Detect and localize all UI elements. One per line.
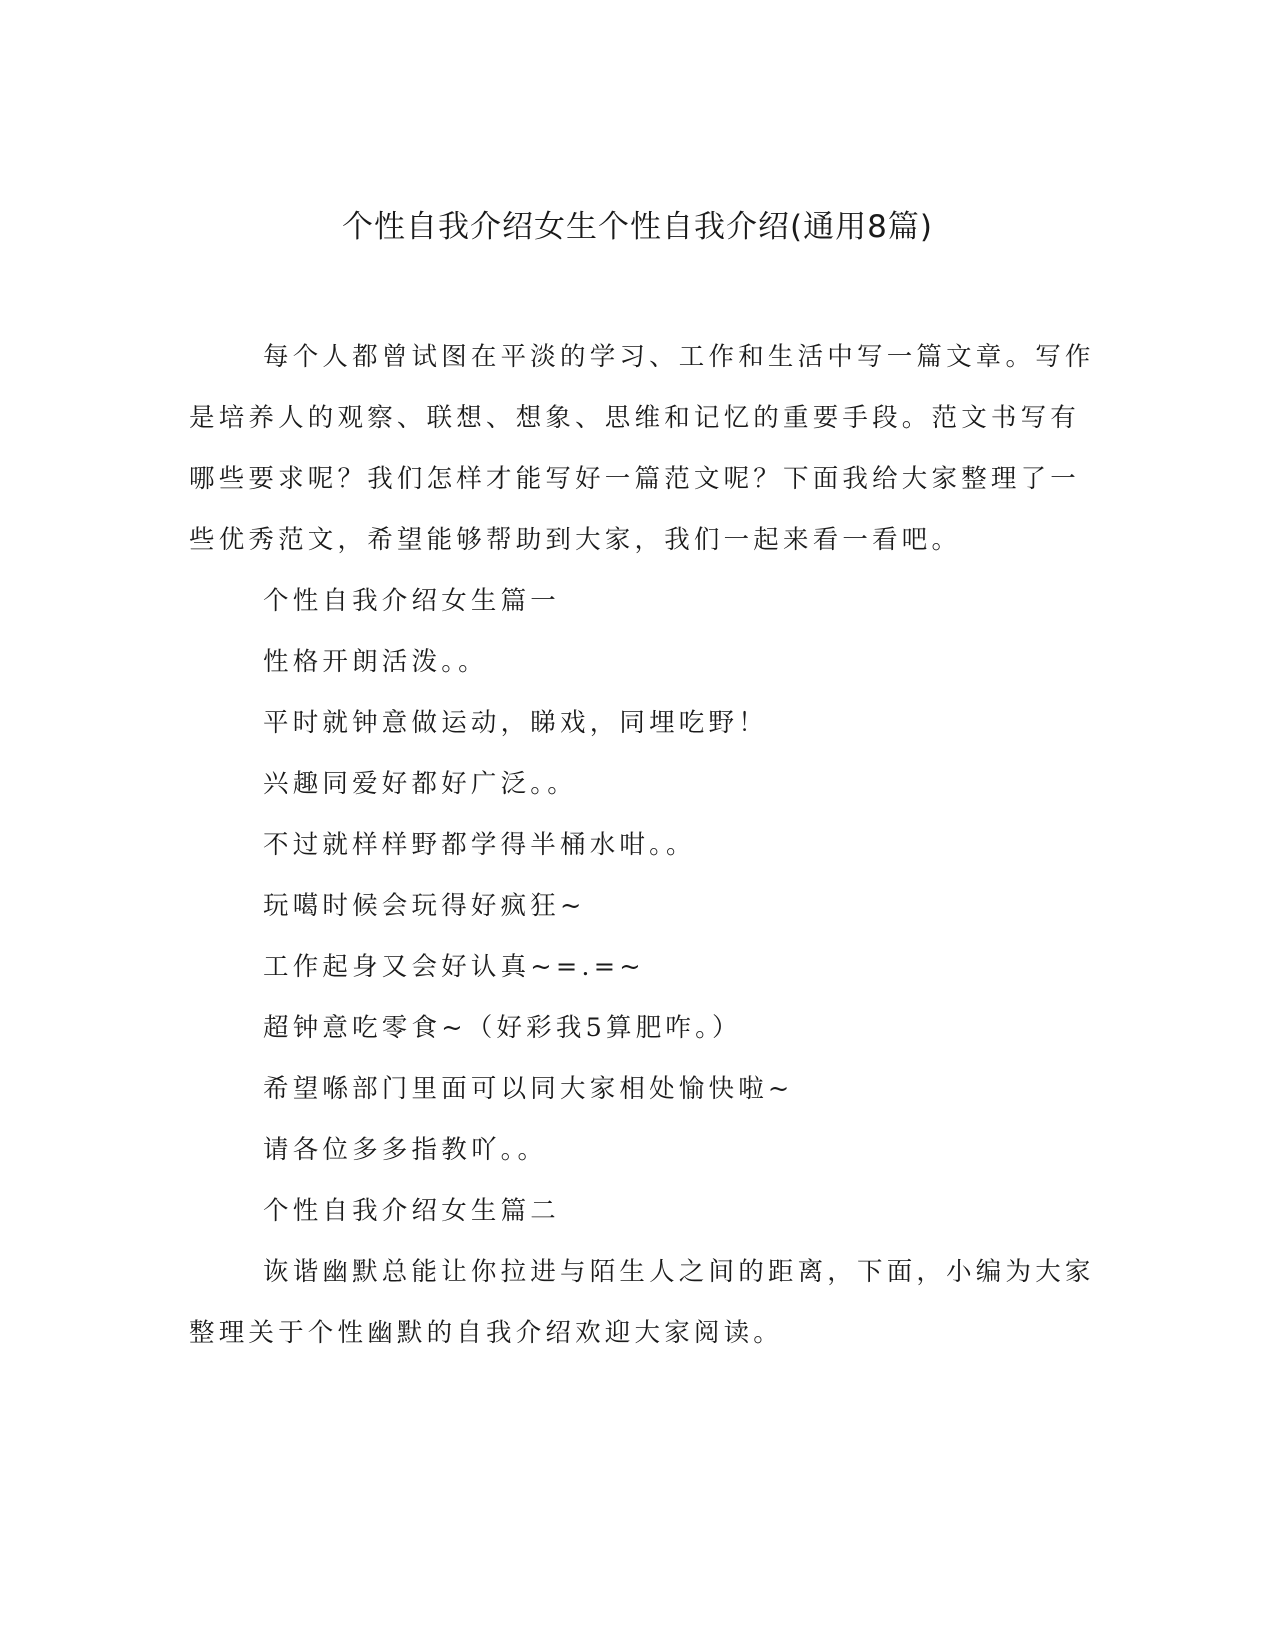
paragraph: 玩噶时候会玩得好疯狂~ [263,891,586,921]
paragraph: 兴趣同爱好都好广泛。。 [263,769,577,799]
document-body [189,327,1095,1364]
intro-line: 些优秀范文，希望能够帮助到大家，我们一起来看一看吧。 [189,525,962,555]
paragraph: 工作起身又会好认真~=.=~ [263,952,645,982]
closing-line: 诙谐幽默总能让你拉进与陌生人之间的距离，下面，小编为大家 [263,1257,1095,1287]
paragraph: 希望喺部门里面可以同大家相处愉快啦~ [263,1074,794,1104]
paragraph: 超钟意吃零食~（好彩我5算肥咋。） [263,1013,742,1043]
paragraph: 不过就样样野都学得半桶水咁。。 [263,830,696,860]
document-title: 个性自我介绍女生个性自我介绍(通用8篇) [342,209,933,245]
paragraph: 请各位多多指教吖。。 [263,1135,548,1165]
intro-line: 是培养人的观察、联想、想象、思维和记忆的重要手段。范文书写有 [189,403,1081,433]
paragraph: 性格开朗活泼。。 [263,647,488,677]
intro-line: 哪些要求呢？我们怎样才能写好一篇范文呢？下面我给大家整理了一 [189,464,1081,494]
closing-line: 整理关于个性幽默的自我介绍欢迎大家阅读。 [189,1318,784,1348]
section-heading-2: 个性自我介绍女生篇二 [263,1196,561,1226]
intro-paragraph [189,327,1095,571]
section-heading-1: 个性自我介绍女生篇一 [263,586,561,616]
closing-paragraph [189,1242,1095,1364]
intro-line: 每个人都曾试图在平淡的学习、工作和生活中写一篇文章。写作 [263,342,1095,372]
paragraph: 平时就钟意做运动，睇戏，同埋吃野！ [263,708,768,738]
